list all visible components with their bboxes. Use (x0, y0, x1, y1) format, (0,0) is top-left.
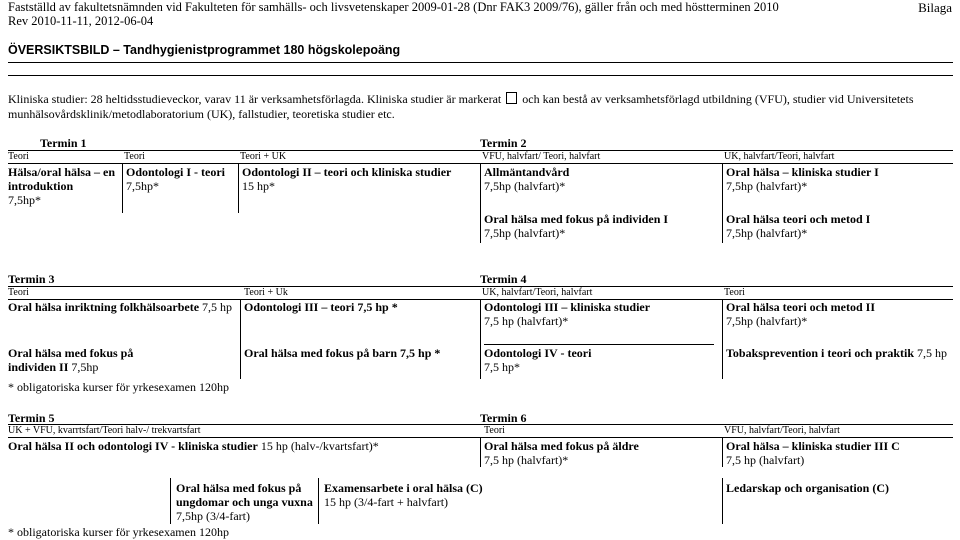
term-6-label: Termin 6 (480, 411, 527, 425)
course-title: Allmäntandvård (484, 165, 570, 179)
course-credits: 7,5 hp * (357, 300, 398, 314)
course-credits: 7,5hp (halvfart)* (484, 226, 566, 240)
course-title: Oral hälsa med fokus på äldre (484, 439, 639, 453)
course-title: Oral hälsa teori och metod II (726, 300, 875, 314)
course-examensarbete (324, 481, 564, 509)
course-title: Oral hälsa teori och metod I (726, 212, 871, 226)
divider (318, 478, 319, 524)
course-credits: 7,5 hp (917, 346, 948, 360)
course-title: Hälsa/oral hälsa – en introduktion (8, 165, 116, 193)
divider (170, 478, 171, 524)
divider (480, 437, 481, 467)
mode-bar-c2: Teori + Uk (244, 287, 288, 298)
course-barn (244, 346, 478, 360)
mode-bar-c1: Teori (8, 287, 29, 298)
course-teori-metod-1 (726, 212, 956, 240)
course-odontologi-2 (242, 165, 476, 193)
mode-bar-c3: VFU, halvfart/Teori, halvfart (724, 425, 840, 436)
term-3-label: Termin 3 (8, 272, 55, 286)
course-credits: 15 hp (halv-/kvartsfart)* (260, 439, 379, 453)
divider (122, 163, 123, 213)
course-odontologi-1 (126, 165, 234, 193)
course-tobaksprevention (726, 346, 956, 360)
course-individen-2 (8, 346, 158, 374)
mode-bar-c1: Teori (8, 151, 29, 162)
course-title: Odontologi IV - teori (484, 346, 592, 360)
course-title: Oral hälsa med fokus på individen I (484, 212, 669, 226)
divider (722, 299, 723, 379)
divider (722, 163, 723, 243)
course-title: Oral hälsa – kliniska studier III C (726, 439, 900, 453)
course-kliniska-1 (726, 165, 956, 193)
course-halsa-intro (8, 165, 118, 207)
mode-bar-c3: Teori + UK (240, 151, 287, 162)
course-kliniska-3c (726, 439, 956, 467)
header-line-2: Rev 2010-11-11, 2012-06-04 (8, 14, 154, 28)
mode-bar-c4: VFU, halvfart/ Teori, halvfart (482, 151, 601, 162)
course-title: Tobaksprevention i teori och praktik (726, 346, 915, 360)
course-title: Odontologi III – kliniska studier (484, 300, 651, 314)
course-credits: 7,5 hp * (400, 346, 441, 360)
course-credits: 7,5hp (halvfart)* (726, 179, 808, 193)
bilaga-label: Bilaga (918, 0, 952, 15)
course-title: Examensarbete i oral hälsa (C) (324, 481, 483, 495)
intro-part-1: Kliniska studier: 28 heltidsstudieveckor, varav 11 är verksamhetsförlagda. Kliniska studier är markerat (8, 92, 502, 106)
divider (722, 478, 723, 524)
course-title: Oral hälsa – kliniska studier I (726, 165, 879, 179)
course-title: Oral hälsa med fokus på ungdomar och unga vuxna (176, 481, 313, 509)
course-credits: 7,5 hp (halvfart) (726, 453, 805, 467)
mode-bar-c2: Teori (484, 425, 505, 436)
term-5-label: Termin 5 (8, 411, 55, 425)
course-title: Ledarskap och organisation (C) (726, 481, 890, 495)
divider (480, 163, 481, 243)
mode-bar-c1: UK + VFU, kvarrtsfart/Teori halv-/ trekvartsfart (8, 425, 201, 436)
course-credits: 7,5hp (halvfart)* (726, 226, 808, 240)
divider (722, 437, 723, 467)
divider (240, 299, 241, 379)
divider (238, 163, 239, 213)
course-ledarskap (726, 481, 956, 495)
header-line-1: Fastställd av fakultetsnämnden vid Fakulteten för samhälls- och livsvetenskaper 2009-01-28 (Dnr FAK3 2009/76), gäller från och med höstterminen 2010 (8, 0, 779, 14)
course-teori-metod-2 (726, 300, 956, 328)
course-credits: 7,5hp* (126, 179, 159, 193)
course-kliniska-2-4 (8, 439, 478, 453)
page-title: ÖVERSIKTSBILD – Tandhygienistprogrammet 180 högskolepoäng (8, 43, 401, 57)
title-rule-2 (8, 75, 953, 76)
course-odontologi-3-teori (244, 300, 476, 314)
document-header (8, 0, 779, 28)
title-rule (8, 62, 953, 63)
course-credits: 15 hp* (242, 179, 275, 193)
course-title: Odontologi III – teori (244, 300, 355, 314)
intro-part-2: och kan bestå av verksamhetsförlagd utbildning (VFU), studier vid Universitetets munhälsovårdsklinik/metodlaboratorium (UK), fallstudier, teoretiska studier etc. (8, 92, 914, 121)
mode-bar-c3: UK, halvfart/Teori, halvfart (482, 287, 593, 298)
rule (8, 286, 953, 287)
intro-text (8, 92, 953, 122)
course-credits: 7,5 hp (halvfart)* (484, 314, 569, 328)
course-credits: 7,5hp (halvfart)* (484, 179, 566, 193)
course-credits: 7,5 hp* (484, 360, 520, 374)
divider (480, 299, 481, 379)
clinical-marker-icon (506, 92, 517, 104)
course-title: Odontologi I - teori (126, 165, 225, 179)
course-credits: 7,5hp (71, 360, 99, 374)
course-title: Oral hälsa med fokus på individen II (8, 346, 134, 374)
mode-bar-c5: UK, halvfart/Teori, halvfart (724, 151, 835, 162)
footnote: * obligatoriska kurser för yrkesexamen 120hp (8, 380, 229, 394)
course-credits: 7,5 hp (202, 300, 233, 314)
course-title: Oral hälsa II och odontologi IV - kliniska studier (8, 439, 258, 453)
course-credits: 7,5hp (halvfart)* (726, 314, 808, 328)
mode-bar-c2: Teori (124, 151, 145, 162)
course-credits: 7,5 hp (halvfart)* (484, 453, 569, 467)
course-odontologi-3-klin (484, 300, 718, 328)
course-odontologi-4 (484, 346, 718, 374)
term-1-label: Termin 1 (40, 136, 87, 150)
course-individen-1 (484, 212, 718, 240)
course-folkhalsoarbete (8, 300, 236, 314)
course-title: Oral hälsa inriktning folkhälsoarbete (8, 300, 200, 314)
course-credits: 15 hp (3/4-fart + halvfart) (324, 495, 449, 509)
course-aldre (484, 439, 718, 467)
mode-bar-c4: Teori (724, 287, 745, 298)
term-2-label: Termin 2 (480, 136, 527, 150)
term-4-label: Termin 4 (480, 272, 527, 286)
course-title: Odontologi II – teori och kliniska studier (242, 165, 452, 179)
rule (484, 344, 714, 345)
course-credits: 7,5hp* (8, 193, 41, 207)
course-ungdomar (176, 481, 316, 523)
footnote: * obligatoriska kurser för yrkesexamen 120hp (8, 525, 229, 539)
course-allmantandvard (484, 165, 718, 193)
course-credits: 7,5hp (3/4-fart) (176, 509, 250, 523)
course-title: Oral hälsa med fokus på barn (244, 346, 398, 360)
